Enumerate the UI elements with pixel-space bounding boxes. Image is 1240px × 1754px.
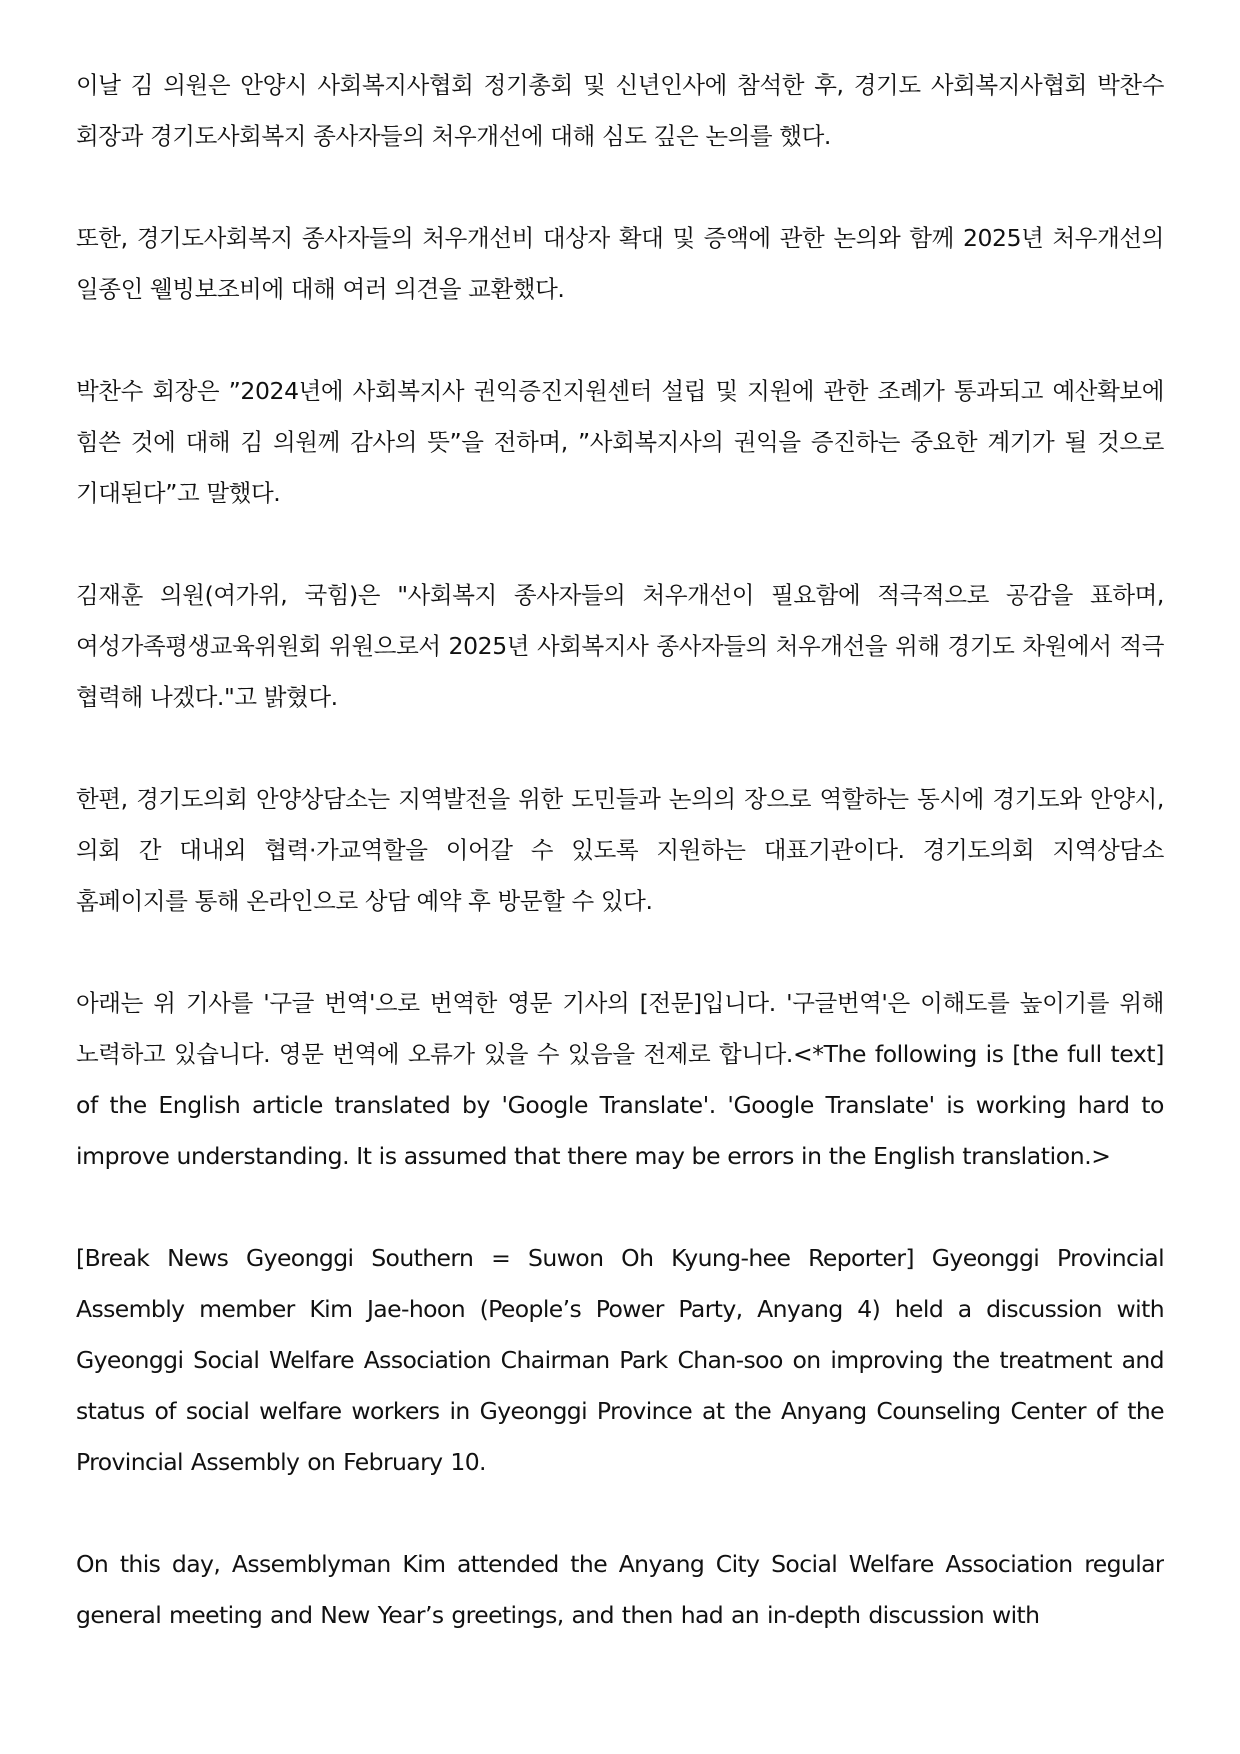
paragraph-meeting-discussion: 이날 김 의원은 안양시 사회복지사협회 정기총회 및 신년인사에 참석한 후, 경기도 사회복지사협회 박찬수 회장과 경기도사회복지 종사자들의 처우개선에 대해 심도 깊은 논의를 했다. — [76, 71, 1164, 150]
paragraph-counseling-center: 한편, 경기도의회 안양상담소는 지역발전을 위한 도민들과 논의의 장으로 역할하는 동시에 경기도와 안양시, 의회 간 대내외 협력·가교역할을 이어갈 수 있도록 지원하는 대표기관이다. 경기도의회 지역상담소 홈페이지를 통해 온라인으로 상담 예약 후 방문할 수 있다. — [76, 785, 1164, 915]
paragraph-assemblyman-quote: 김재훈 의원(여가위, 국힘)은 "사회복지 종사자들의 처우개선이 필요함에 적극적으로 공감을 표하며, 여성가족평생교육위원회 위원으로서 2025년 사회복지사 종사자들의 처우개선을 위해 경기도 차원에서 적극 협력해 나겠다."고 밝혔다. — [76, 581, 1164, 711]
paragraph-english-lead: [Break News Gyeonggi Southern = Suwon Oh Kyung-hee Reporter] Gyeonggi Provincial Assembly member Kim Jae-hoon (People’s Power Party, Anyang 4) held a discussion with Gyeonggi Social Welfare Association Chairman Park Chan-soo on improving the treatment and status of social welfare workers in Gyeonggi Province at the Anyang Counseling Center of the Provincial Assembly on February 10. — [76, 1244, 1164, 1476]
paragraph-translation-notice: 아래는 위 기사를 '구글 번역'으로 번역한 영문 기사의 [전문]입니다. '구글번역'은 이해도를 높이기를 위해 노력하고 있습니다. 영문 번역에 오류가 있을 수 있음을 전제로 합니다.<*The following is [the full text] of the English article translated by 'Google Translate'. 'Google Translate' is working hard to improve understanding. It is assumed that there may be errors in the English translation.> — [76, 989, 1164, 1170]
document-page — [76, 60, 1164, 1754]
paragraph-english-continued: On this day, Assemblyman Kim attended the Anyang City Social Welfare Association regular general meeting and New Year’s greetings, and then had an in-depth discussion with — [76, 1550, 1164, 1629]
paragraph-welfare-allowance: 또한, 경기도사회복지 종사자들의 처우개선비 대상자 확대 및 증액에 관한 논의와 함께 2025년 처우개선의 일종인 웰빙보조비에 대해 여러 의견을 교환했다. — [76, 224, 1164, 303]
paragraph-chairman-quote: 박찬수 회장은 ”2024년에 사회복지사 권익증진지원센터 설립 및 지원에 관한 조례가 통과되고 예산확보에 힘쓴 것에 대해 김 의원께 감사의 뜻”을 전하며, ”사회복지사의 권익을 증진하는 중요한 계기가 될 것으로 기대된다”고 말했다. — [76, 377, 1164, 507]
